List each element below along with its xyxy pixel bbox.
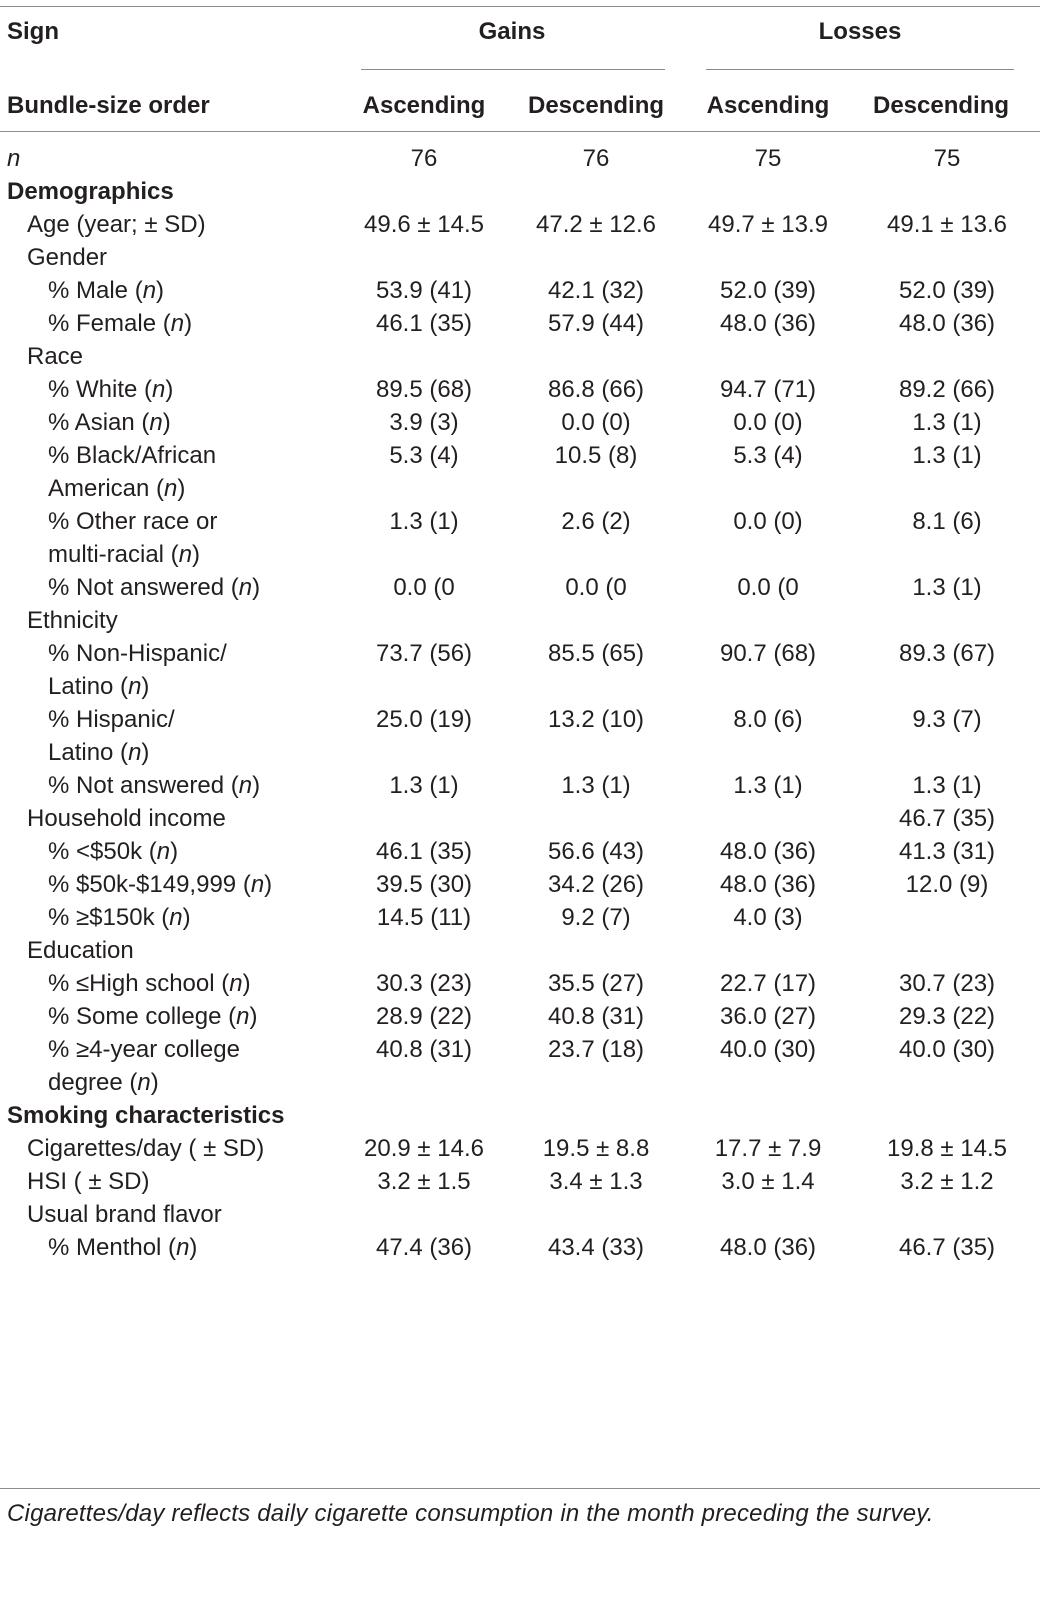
table-row (0, 208, 1040, 241)
cell-losses-descending: 8.1 (6) (912, 508, 982, 535)
table-row (0, 274, 1040, 307)
cell-gains-descending: 85.5 (65) (547, 640, 645, 667)
cell-losses-ascending: 0.0 (0) (733, 508, 803, 535)
cell-gains-descending (510, 934, 682, 967)
cell-gains-descending (510, 802, 682, 835)
cell-losses-ascending: 3.0 ± 1.4 (721, 1168, 815, 1195)
cell-losses-descending (854, 901, 1040, 934)
cell-gains-ascending: 53.9 (41) (375, 277, 473, 304)
cell-gains-ascending: 30.3 (23) (375, 970, 473, 997)
bottom-rule (0, 1488, 1040, 1489)
cell-gains-ascending: 25.0 (19) (375, 706, 473, 733)
cell-gains-ascending (338, 934, 510, 967)
cell-losses-descending (854, 340, 1040, 373)
section-heading (0, 175, 1040, 208)
row-label (0, 967, 338, 1000)
table-row (0, 1165, 1040, 1198)
cell-losses-descending: 41.3 (31) (898, 838, 996, 865)
row-label-text: % Black/African (48, 442, 217, 469)
cell-gains-ascending: 73.7 (56) (375, 640, 473, 667)
cell-gains-ascending: 46.1 (35) (375, 838, 473, 865)
row-label-text: ) (184, 310, 193, 337)
row-label (0, 703, 338, 769)
cell-losses-ascending: 0.0 (0) (733, 409, 803, 436)
row-label (0, 769, 338, 802)
table-row (0, 769, 1040, 802)
row-label-text: % Male ( (48, 277, 143, 304)
row-label-text: HSI ( ± SD) (27, 1168, 150, 1195)
cell-gains-ascending: 5.3 (4) (389, 442, 459, 469)
cell-losses-descending: 40.0 (30) (898, 1036, 996, 1063)
cell-losses-descending: 30.7 (23) (898, 970, 996, 997)
table-row (0, 307, 1040, 340)
cell-losses-ascending: 1.3 (1) (733, 772, 803, 799)
row-label (0, 406, 338, 439)
table-row (0, 241, 1040, 274)
cell-gains-descending: 13.2 (10) (547, 706, 645, 733)
cell-gains-ascending: 0.0 (0 (393, 574, 455, 601)
cell-losses-descending: 12.0 (9) (905, 871, 989, 898)
cell-losses-ascending: 22.7 (17) (719, 970, 817, 997)
row-label-text: ) (252, 772, 261, 799)
row-label (0, 340, 338, 373)
cell-losses-ascending (682, 340, 854, 373)
cell-gains-descending: 42.1 (32) (547, 277, 645, 304)
row-label-text: % Asian ( (48, 409, 150, 436)
cell-losses-ascending: 52.0 (39) (719, 277, 817, 304)
row-label (0, 934, 338, 967)
row-label-text: % Not answered ( (48, 574, 239, 601)
row-label (0, 505, 338, 571)
cell-gains-descending (510, 340, 682, 373)
row-label-text: Household income (27, 805, 226, 832)
cell-gains-descending: 2.6 (2) (561, 508, 631, 535)
cell-gains-ascending (338, 802, 510, 835)
cell-losses-ascending (682, 934, 854, 967)
cell-gains-descending: 0.0 (0 (565, 574, 627, 601)
row-label-text: Age (year; ± SD) (27, 211, 206, 238)
table-row (0, 505, 1040, 571)
row-label-text: ) (162, 409, 171, 436)
row-label-text: Latino ( (48, 673, 129, 700)
cell-gains-ascending: 89.5 (68) (375, 376, 473, 403)
row-label-text: % Hispanic/ (48, 706, 175, 733)
row-label-text: % Female ( (48, 310, 171, 337)
cell-losses-descending: 48.0 (36) (898, 310, 996, 337)
table-footnote: Cigarettes/day reflects daily cigarette consumption in the month preceding the survey. (7, 1500, 934, 1527)
row-label (0, 571, 338, 604)
column-header-losses-ascending: Ascending (706, 92, 830, 119)
cell-losses-descending: 46.7 (35) (898, 805, 996, 832)
table-row (0, 868, 1040, 901)
row-label-text: n (152, 376, 166, 403)
table-row (0, 967, 1040, 1000)
row-label-text: Gender (27, 244, 108, 271)
row-label-text: n (7, 145, 21, 172)
row-label-text: ) (141, 673, 150, 700)
cell-gains-ascending: 14.5 (11) (376, 904, 472, 931)
row-label-text: n (137, 1069, 151, 1096)
table-row (0, 406, 1040, 439)
cell-losses-descending: 49.1 ± 13.6 (887, 211, 1007, 238)
section-row (0, 175, 1040, 208)
row-label-text: ) (192, 541, 201, 568)
column-header-losses-descending: Descending (872, 92, 1010, 119)
cell-losses-ascending: 0.0 (0 (737, 574, 799, 601)
data-table (0, 135, 1040, 1264)
row-label-text: ) (165, 376, 174, 403)
table-row (0, 340, 1040, 373)
cell-gains-descending: 40.8 (31) (547, 1003, 645, 1030)
cell-gains-ascending: 28.9 (22) (375, 1003, 473, 1030)
cell-losses-descending (854, 241, 1040, 274)
table-row (0, 802, 1040, 835)
row-label-text: n (238, 772, 253, 799)
row-label-text: ) (177, 475, 186, 502)
row-label-text: Race (27, 343, 84, 370)
row-label-text: n (238, 574, 253, 601)
cell-losses-descending: 9.3 (7) (912, 706, 982, 733)
row-label-text: ) (264, 871, 273, 898)
row-label-text: ) (141, 739, 150, 766)
cell-losses-ascending: 36.0 (27) (719, 1003, 817, 1030)
cell-gains-descending (510, 1198, 682, 1231)
bundle-size-order-header: Bundle-size order (7, 92, 210, 119)
row-label-text: n (142, 277, 157, 304)
table-row (0, 703, 1040, 769)
cell-gains-ascending: 3.2 ± 1.5 (377, 1168, 471, 1195)
gains-group-underline (361, 69, 665, 70)
cell-losses-descending: 3.2 ± 1.2 (900, 1168, 994, 1195)
header-rule (0, 131, 1040, 132)
table-row (0, 1033, 1040, 1099)
gains-group-header: Gains (478, 18, 546, 45)
sign-header: Sign (7, 18, 59, 45)
row-label (0, 1132, 338, 1165)
cell-gains-ascending: 40.8 (31) (375, 1036, 473, 1063)
cell-gains-descending: 3.4 ± 1.3 (549, 1168, 643, 1195)
row-label-text: Ethnicity (27, 607, 118, 634)
row-label-text: ) (170, 838, 179, 865)
row-label-text: % ≥$150k ( (48, 904, 170, 931)
cell-losses-ascending: 75 (754, 145, 782, 172)
table-row (0, 571, 1040, 604)
cell-gains-descending (510, 241, 682, 274)
cell-losses-descending: 1.3 (1) (912, 442, 982, 469)
cell-losses-ascending: 48.0 (36) (719, 838, 817, 865)
cell-losses-ascending: 90.7 (68) (719, 640, 817, 667)
row-label-text: % ≤High school ( (48, 970, 230, 997)
table-row (0, 901, 1040, 934)
column-header-gains-descending: Descending (527, 92, 665, 119)
row-label (0, 604, 338, 637)
row-label-text: Latino ( (48, 739, 129, 766)
cell-losses-ascending: 48.0 (36) (719, 1234, 817, 1261)
cell-gains-ascending: 3.9 (3) (389, 409, 459, 436)
cell-gains-descending: 0.0 (0) (561, 409, 631, 436)
row-label-text: % White ( (48, 376, 153, 403)
losses-group-underline (706, 69, 1014, 70)
section-heading (0, 1099, 1040, 1132)
table-row (0, 1000, 1040, 1033)
cell-gains-descending: 47.2 ± 12.6 (536, 211, 656, 238)
cell-gains-ascending: 39.5 (30) (375, 871, 473, 898)
cell-losses-ascending (682, 1198, 854, 1231)
row-label-text: multi-racial ( (48, 541, 179, 568)
table-row (0, 1198, 1040, 1231)
row-label-text: % <$50k ( (48, 838, 157, 865)
row-label-text: n (164, 475, 178, 502)
row-label-text: Smoking characteristics (7, 1102, 285, 1129)
cell-losses-descending: 19.8 ± 14.5 (887, 1135, 1007, 1162)
row-label-text: % ≥4-year college (48, 1036, 240, 1063)
cell-gains-descending: 10.5 (8) (554, 442, 638, 469)
row-label (0, 274, 338, 307)
row-label-text: % Non-Hispanic/ (48, 640, 227, 667)
row-label (0, 835, 338, 868)
row-label-text: degree ( (48, 1069, 138, 1096)
row-label-text: Education (27, 937, 134, 964)
cell-losses-ascending: 5.3 (4) (733, 442, 803, 469)
cell-gains-descending: 9.2 (7) (561, 904, 631, 931)
cell-gains-ascending: 76 (410, 145, 438, 172)
table-row (0, 604, 1040, 637)
cell-gains-descending: 86.8 (66) (547, 376, 645, 403)
table-row (0, 934, 1040, 967)
losses-group-header: Losses (818, 18, 902, 45)
row-label-text: n (229, 970, 243, 997)
cell-gains-ascending (338, 604, 510, 637)
cell-losses-descending: 29.3 (22) (898, 1003, 996, 1030)
row-label (0, 1000, 338, 1033)
cell-losses-ascending: 49.7 ± 13.9 (708, 211, 828, 238)
row-label-text: Cigarettes/day ( ± SD) (27, 1135, 265, 1162)
row-label-text: Usual brand flavor (27, 1201, 222, 1228)
row-label-text: % Other race or (48, 508, 218, 535)
row-label (0, 208, 338, 241)
row-label-text: n (178, 541, 193, 568)
cell-losses-ascending: 17.7 ± 7.9 (714, 1135, 822, 1162)
table-row (0, 439, 1040, 505)
cell-gains-ascending: 20.9 ± 14.6 (364, 1135, 484, 1162)
row-label-text: n (128, 739, 142, 766)
row-label (0, 135, 338, 175)
cell-losses-ascending (682, 802, 854, 835)
row-label-text: n (170, 310, 185, 337)
cell-gains-descending: 34.2 (26) (547, 871, 645, 898)
cell-gains-ascending (338, 241, 510, 274)
row-label (0, 439, 338, 505)
cell-losses-descending: 1.3 (1) (912, 574, 982, 601)
cell-losses-ascending: 48.0 (36) (719, 310, 817, 337)
cell-losses-descending (854, 1198, 1040, 1231)
cell-losses-descending: 89.2 (66) (898, 376, 996, 403)
cell-losses-descending: 52.0 (39) (898, 277, 996, 304)
cell-gains-descending: 56.6 (43) (547, 838, 645, 865)
row-label-text: % $50k-$149,999 ( (48, 871, 251, 898)
row-label (0, 1231, 338, 1264)
row-label-text: n (236, 1003, 250, 1030)
row-label-text: % Some college ( (48, 1003, 237, 1030)
row-label-text: n (149, 409, 163, 436)
table-row (0, 637, 1040, 703)
row-label-text: % Menthol ( (48, 1234, 177, 1261)
cell-losses-descending: 1.3 (1) (912, 772, 982, 799)
cell-gains-descending: 1.3 (1) (561, 772, 631, 799)
row-label-text: American ( (48, 475, 165, 502)
cell-losses-descending: 1.3 (1) (912, 409, 982, 436)
row-label (0, 901, 338, 934)
cell-losses-ascending: 94.7 (71) (719, 376, 817, 403)
row-label-text: n (250, 871, 265, 898)
cell-gains-ascending: 1.3 (1) (389, 508, 459, 535)
cell-losses-descending: 89.3 (67) (898, 640, 996, 667)
row-label-text: n (169, 904, 183, 931)
section-row (0, 1099, 1040, 1132)
cell-gains-descending: 57.9 (44) (547, 310, 645, 337)
cell-gains-descending: 76 (582, 145, 610, 172)
row-label-text: ) (242, 970, 251, 997)
row-label (0, 1033, 338, 1099)
cell-losses-ascending: 40.0 (30) (719, 1036, 817, 1063)
row-label-text: ) (249, 1003, 258, 1030)
cell-gains-descending (510, 604, 682, 637)
row-label (0, 1198, 338, 1231)
row-label-text: Demographics (7, 178, 174, 205)
table-row (0, 1231, 1040, 1264)
cell-losses-descending: 46.7 (35) (898, 1234, 996, 1261)
row-label-text: ) (156, 277, 165, 304)
row-label-text: ) (182, 904, 191, 931)
row-label (0, 307, 338, 340)
row-label-text: n (156, 838, 171, 865)
table-row (0, 1132, 1040, 1165)
row-label (0, 637, 338, 703)
row-label-text: % Not answered ( (48, 772, 239, 799)
cell-gains-descending: 23.7 (18) (547, 1036, 645, 1063)
row-label (0, 241, 338, 274)
row-label-text: ) (189, 1234, 198, 1261)
row-label-text: ) (150, 1069, 159, 1096)
top-rule (0, 6, 1040, 7)
cell-gains-ascending: 49.6 ± 14.5 (364, 211, 484, 238)
row-label (0, 373, 338, 406)
row-label (0, 1165, 338, 1198)
cell-gains-descending: 19.5 ± 8.8 (542, 1135, 650, 1162)
cell-gains-ascending: 1.3 (1) (389, 772, 459, 799)
cell-gains-descending: 43.4 (33) (547, 1234, 645, 1261)
cell-gains-descending: 35.5 (27) (547, 970, 645, 997)
cell-gains-ascending: 47.4 (36) (375, 1234, 473, 1261)
column-header-gains-ascending: Ascending (362, 92, 486, 119)
cell-losses-descending (854, 934, 1040, 967)
table-row (0, 135, 1040, 175)
cell-gains-ascending: 46.1 (35) (375, 310, 473, 337)
row-label (0, 802, 338, 835)
table-row (0, 373, 1040, 406)
table-row (0, 835, 1040, 868)
cell-losses-descending (854, 604, 1040, 637)
cell-losses-ascending: 8.0 (6) (733, 706, 803, 733)
cell-gains-ascending (338, 1198, 510, 1231)
cell-losses-ascending: 48.0 (36) (719, 871, 817, 898)
cell-losses-descending: 75 (933, 145, 961, 172)
cell-losses-ascending: 4.0 (3) (733, 904, 803, 931)
row-label-text: n (176, 1234, 190, 1261)
cell-losses-ascending (682, 241, 854, 274)
cell-losses-ascending (682, 604, 854, 637)
cell-gains-ascending (338, 340, 510, 373)
row-label-text: ) (252, 574, 261, 601)
row-label-text: n (128, 673, 142, 700)
row-label (0, 868, 338, 901)
